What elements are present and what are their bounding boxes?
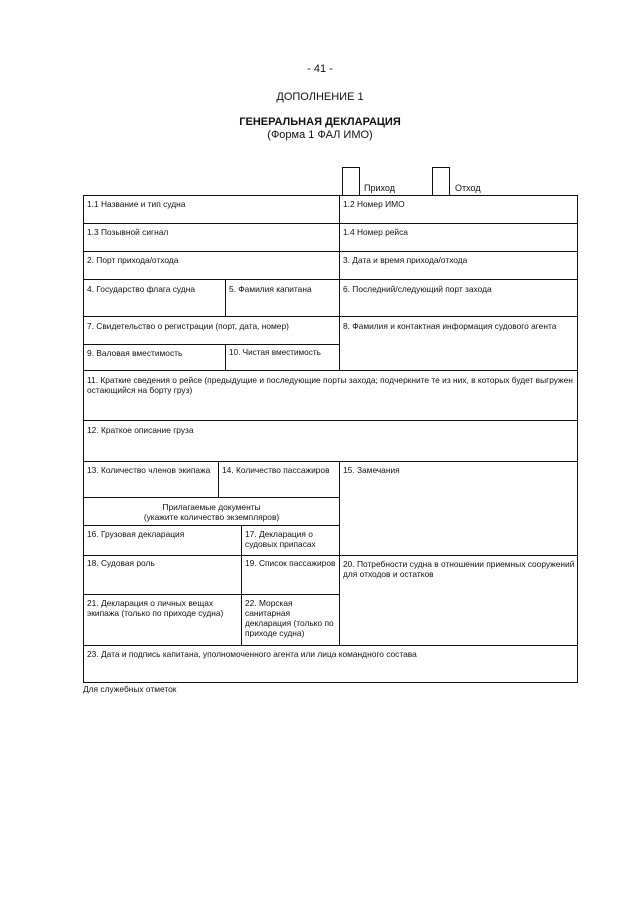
form-subtitle: (Форма 1 ФАЛ ИМО) (267, 129, 373, 141)
field-19: 19. Список пассажиров (245, 558, 336, 568)
field-7: 7. Свидетельство о регистрации (порт, дата, номер) (87, 321, 289, 331)
field-6: 6. Последний/следующий порт захода (343, 284, 492, 294)
annex-heading: ДОПОЛНЕНИЕ 1 (276, 91, 364, 103)
field-18: 18. Судовая роль (87, 558, 155, 568)
departure-checkbox[interactable] (432, 167, 450, 196)
field-23: 23. Дата и подпись капитана, уполномоченного агента или лица командного состава (87, 649, 417, 659)
field-1-2: 1.2 Номер ИМО (343, 199, 405, 209)
arrival-label: Приход (364, 183, 395, 193)
attached-docs-title: Прилагаемые документы (162, 502, 261, 512)
departure-label: Отход (455, 183, 481, 193)
field-22: 22. Морская санитарная декларация (только по приходе судна) (245, 598, 334, 638)
field-8: 8. Фамилия и контактная информация судового агента (343, 321, 557, 331)
arrival-checkbox[interactable] (342, 167, 360, 196)
page-number: - 41 - (307, 63, 333, 75)
attached-docs-subtitle: (укажите количество экземпляров) (143, 512, 280, 522)
field-4: 4. Государство флага судна (87, 284, 195, 294)
field-9: 9. Валовая вместимость (87, 348, 183, 358)
field-1-4: 1.4 Номер рейса (343, 227, 408, 237)
field-1-1: 1.1 Название и тип судна (87, 199, 186, 209)
field-13: 13. Количество членов экипажа (87, 465, 211, 475)
field-12: 12. Краткое описание груза (87, 425, 194, 435)
field-5: 5. Фамилия капитана (229, 284, 312, 294)
field-10: 10. Чистая вместимость (229, 348, 321, 357)
field-1-3: 1.3 Позывной сигнал (87, 227, 169, 237)
field-20: 20. Потребности судна в отношении приемных сооружений для отходов и остатков (343, 559, 575, 579)
official-use-note: Для служебных отметок (83, 684, 177, 694)
field-17: 17. Декларация о судовых припасах (245, 529, 316, 549)
field-2: 2. Порт прихода/отхода (87, 255, 179, 265)
field-16: 16. Грузовая декларация (87, 529, 185, 539)
field-11: 11. Краткие сведения о рейсе (предыдущие и последующие порты захода; подчеркните те из них, в которых будет выгружен остающийся на борту груз) (87, 375, 573, 395)
field-3: 3. Дата и время прихода/отхода (343, 255, 468, 265)
form-title: ГЕНЕРАЛЬНАЯ ДЕКЛАРАЦИЯ (239, 116, 401, 128)
field-14: 14. Количество пассажиров (222, 465, 330, 475)
field-15: 15. Замечания (343, 465, 400, 475)
field-21: 21. Декларация о личных вещах экипажа (только по приходе судна) (87, 598, 224, 618)
